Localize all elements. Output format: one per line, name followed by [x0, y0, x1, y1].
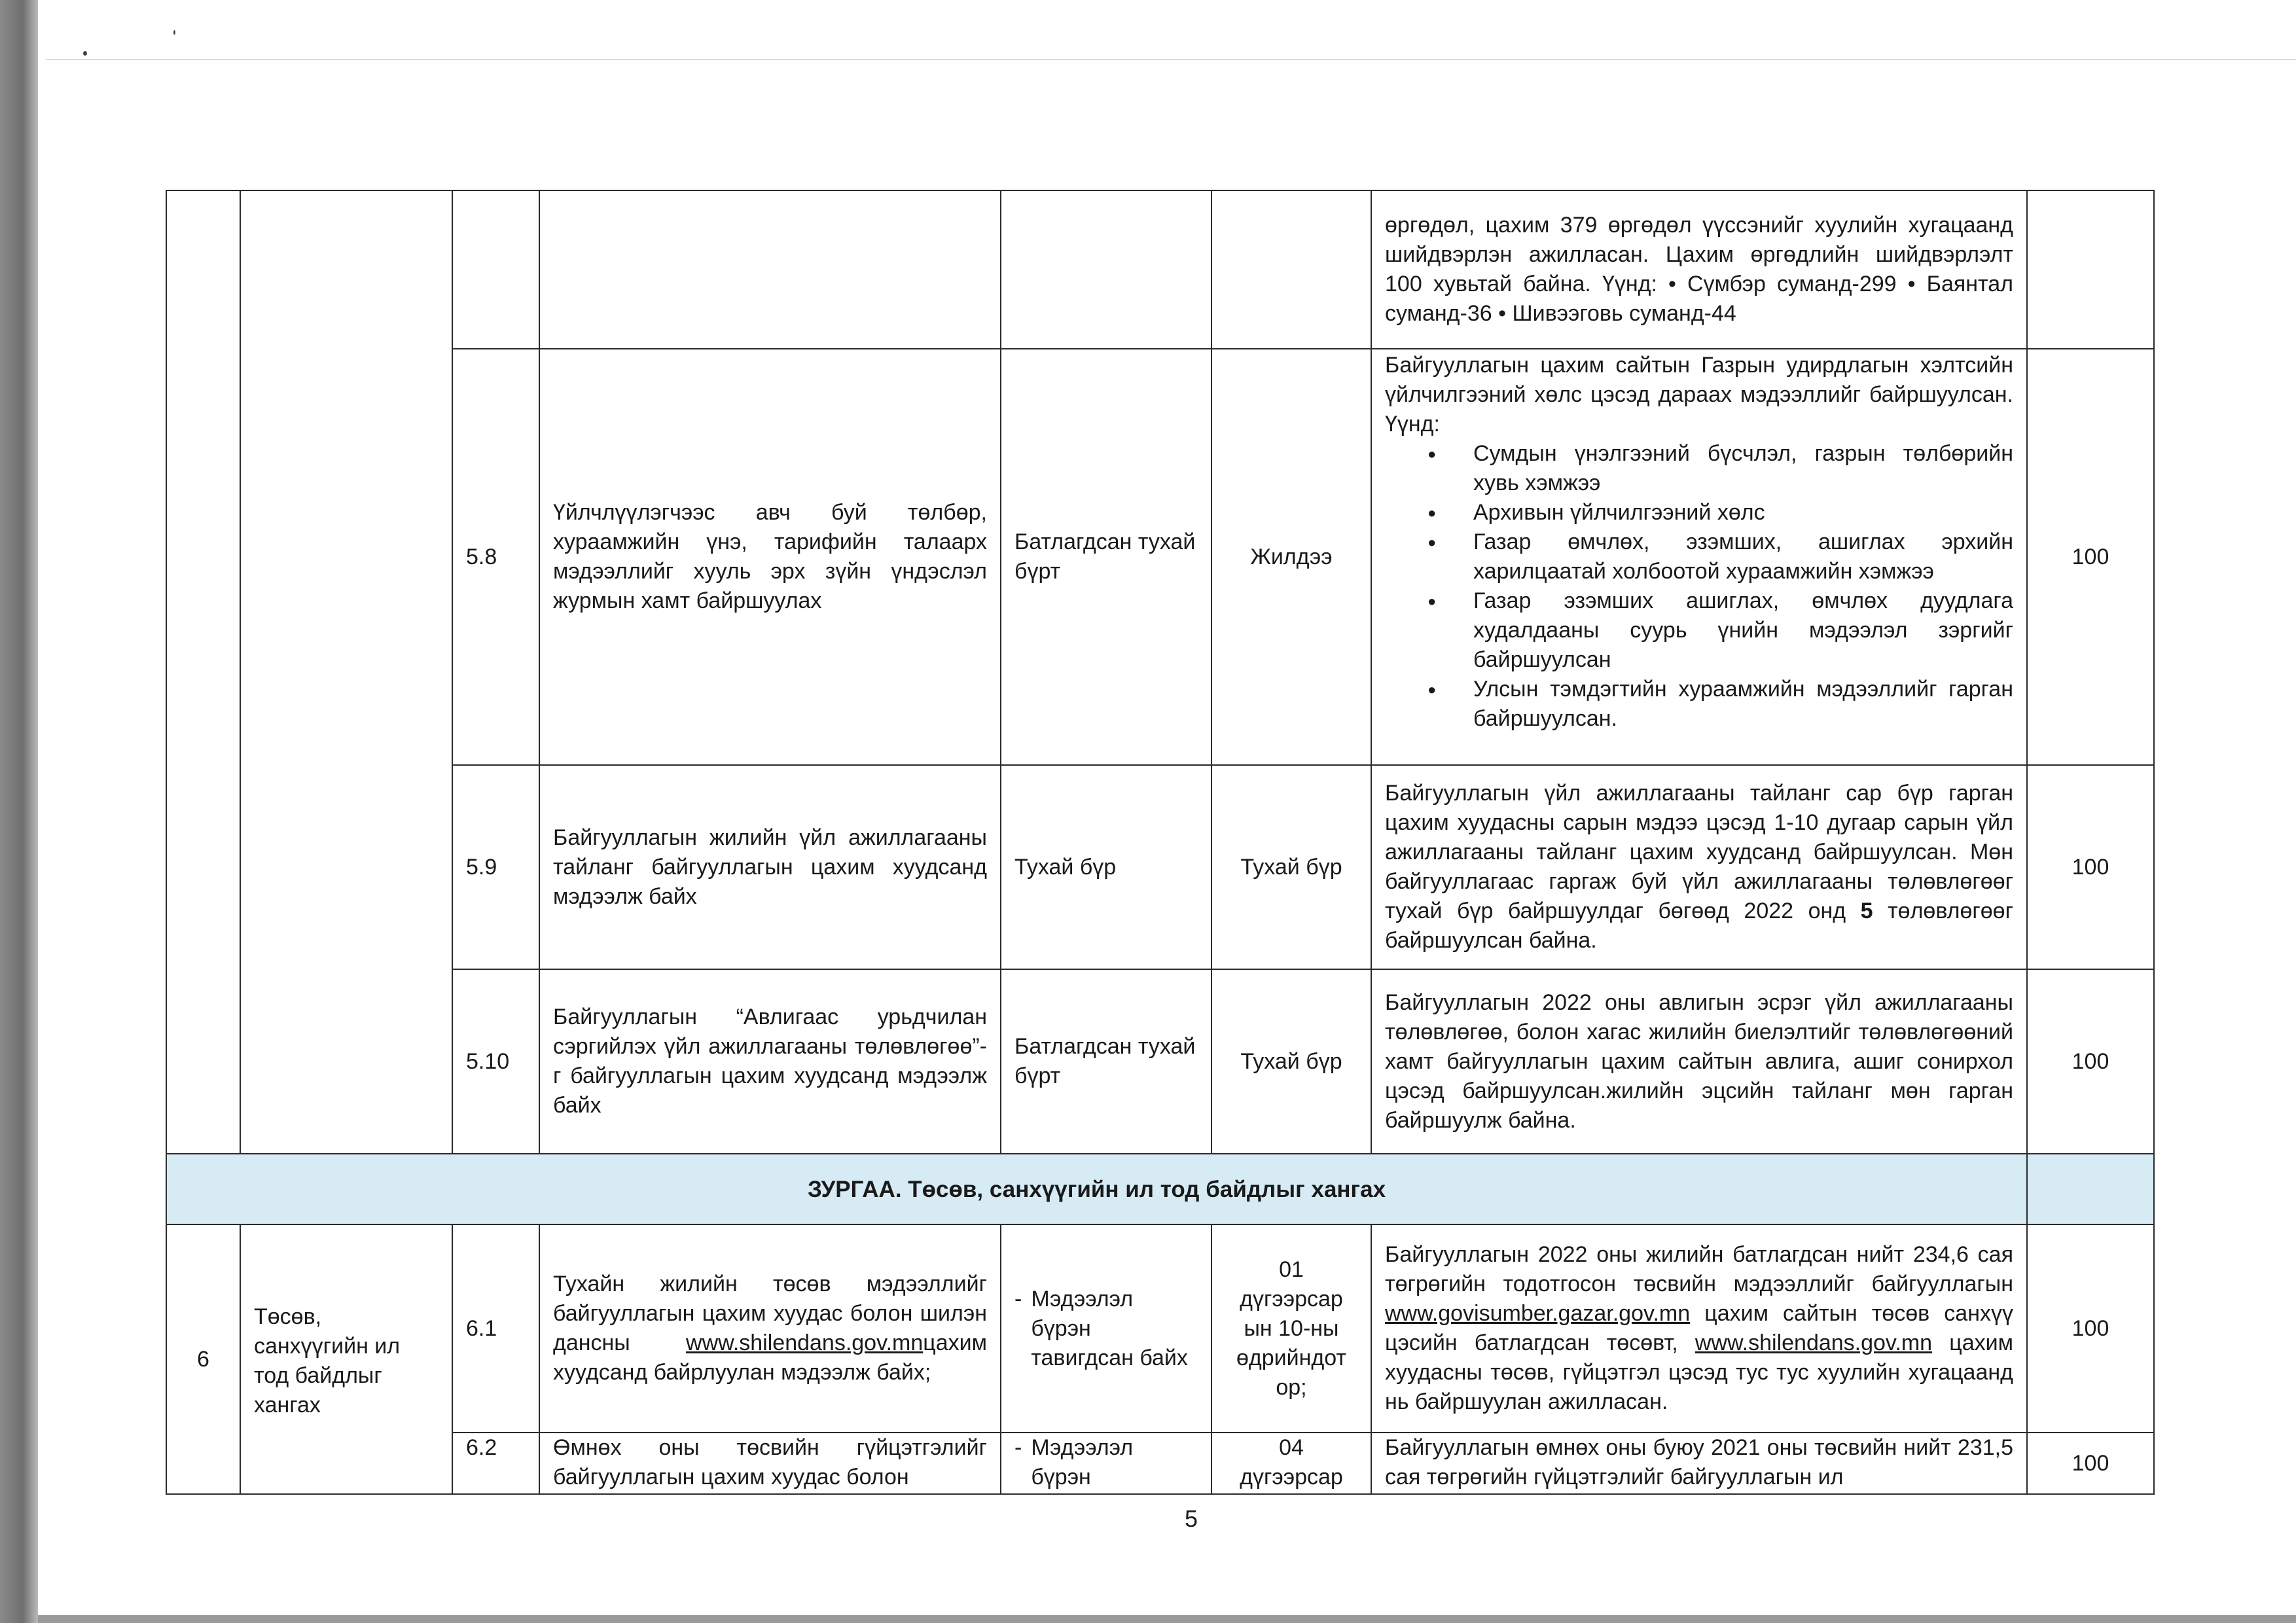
scan-top-line: [46, 59, 2296, 60]
page-number: 5: [1184, 1505, 1198, 1532]
result-count: 5: [1860, 899, 1873, 923]
result-cell: Байгууллагын өмнөх оны буюу 2021 оны төсвийн нийт 231,5 сая төгрөгийн гүйцэтгэлийг байгууллагын ил: [1371, 1433, 2027, 1494]
deadline-cell: 04 дүгээрсар: [1211, 1433, 1371, 1494]
task-number-cell: 6.1: [452, 1224, 539, 1433]
deadline-cell: Жилдээ: [1211, 349, 1371, 765]
criteria-cell: Тухай бүр: [1001, 765, 1211, 969]
criteria-cell: [1001, 1433, 1211, 1494]
result-bullet: ● Газар өмчлөх, эзэмших, ашиглах эрхийн харилцаатай холбоотой хураамжийн хэмжээ: [1473, 527, 2013, 586]
section-heading-row: [166, 1154, 2154, 1224]
result-cell: өргөдөл, цахим 379 өргөдөл үүссэнийг хуулийн хугацаанд шийдвэрлэн ажилласан. Цахим өргөдлийн шийдвэрлэлт 100 хувьтай байна. Үүнд: • Сүмбэр суманд-299 • Баянтал суманд-36 • Шивээговь суманд-44: [1371, 190, 2027, 349]
result-text: Байгууллагын үйл ажиллагааны тайланг сар бүр гарган цахим хуудасны сарын мэдээ цэсэд 1-10 дугаар сарын үйл ажиллагааны тайланг цахим хуудсанд байршуулсан. Мөн байгууллагаас гаргаж буй үйл ажиллагааны төлөвлөгөөг тухай бүр байршуулдаг бөгөөд 2022 онд: [1385, 781, 2013, 923]
result-cell: [1371, 1224, 2027, 1433]
table-row: [166, 969, 2154, 1154]
result-cell: [1371, 765, 2027, 969]
result-text: Байгууллагын 2022 оны жилийн батлагдсан нийт 234,6 сая төгрөгийн тодотгосон төсвийн мэдээллийг байгууллагын: [1385, 1242, 2013, 1296]
task-number-cell: 5.8: [452, 349, 539, 765]
table-row: [166, 190, 2154, 349]
criteria-dash: -: [1014, 1286, 1022, 1311]
task-text: цахим хуудсанд байрлуулан мэдээлж байх;: [553, 1330, 987, 1385]
group-title-cell: [240, 190, 452, 1154]
table-row: [166, 1224, 2154, 1433]
criteria-text: Мэдээлэл бүрэн: [1031, 1435, 1134, 1489]
plan-table: [166, 190, 2155, 1495]
result-bullet: ● Сумдын үнэлгээний бүсчлэл, газрын төлбөрийн хувь хэмжээ: [1473, 439, 2013, 498]
group-title-cell: Төсөв, санхүүгийн ил тод байдлыг хангах: [240, 1224, 452, 1494]
table-row: [166, 765, 2154, 969]
result-bullet: ● Архивын үйлчилгээний хөлс: [1473, 498, 2013, 527]
task-link[interactable]: www.shilendans.gov.mn: [686, 1330, 924, 1355]
scan-bottom-edge: [38, 1615, 2296, 1623]
task-number-cell: 6.2: [452, 1433, 539, 1494]
criteria-cell: Батлагдсан тухай бүрт: [1001, 969, 1211, 1154]
section-score-cell: [2027, 1154, 2154, 1224]
group-number-cell: 6: [166, 1224, 240, 1494]
criteria-text: Мэдээлэл бүрэн тавигдсан байх: [1031, 1286, 1188, 1370]
section-title: ЗУРГАА. Төсөв, санхүүгийн ил тод байдлыг хангах: [166, 1154, 2027, 1224]
table-row: [166, 349, 2154, 765]
score-cell: 100: [2027, 969, 2154, 1154]
deadline-cell: Тухай бүр: [1211, 765, 1371, 969]
result-text: цахим хуудасны төсөв, гүйцэтгэл цэсэд тус тус хуулийн хугацаанд нь байршуулан ажилласан.: [1385, 1330, 2014, 1414]
task-text: Тухайн жилийн төсөв мэдээллийг байгууллагын цахим хуудас болон шилэн дансны: [553, 1272, 987, 1355]
task-cell: [539, 190, 1001, 349]
scan-speck: [173, 30, 175, 35]
task-cell: Өмнөх оны төсвийн гүйцэтгэлийг байгууллагын цахим хуудас болон: [539, 1433, 1001, 1494]
deadline-cell: [1211, 190, 1371, 349]
task-cell: Байгууллагын “Авлигаас урьдчилан сэргийлэх үйл ажиллагааны төлөвлөгөө”-г байгууллагын цахим хуудсанд мэдээлж байх: [539, 969, 1001, 1154]
result-text: төлөвлөгөөг байршуулсан байна.: [1385, 899, 2013, 953]
score-cell: 100: [2027, 1433, 2154, 1494]
group-number-cell: [166, 190, 240, 1154]
criteria-cell: [1001, 190, 1211, 349]
score-cell: [2027, 190, 2154, 349]
result-cell: Байгууллагын 2022 оны авлигын эсрэг үйл ажиллагааны төлөвлөгөө, болон хагас жилийн биелэлтийг төлөвлөгөөний хамт байгууллагын цахим сайтын авлига, ашиг сонирхол цэсэд байршуулсан.жилийн эцсийн тайланг мөн гарган байршуулж байна.: [1371, 969, 2027, 1154]
score-cell: 100: [2027, 1224, 2154, 1433]
result-bullet: ● Газар эзэмших ашиглах, өмчлөх дуудлага худалдааны суурь үнийн мэдээлэл зэргийг байршуулсан: [1473, 586, 2013, 675]
result-link[interactable]: www.shilendans.gov.mn: [1695, 1330, 1933, 1355]
result-bullet: ● Улсын тэмдэгтийн хураамжийн мэдээллийг гарган байршуулсан.: [1473, 675, 2013, 734]
score-cell: 100: [2027, 765, 2154, 969]
result-cell: [1371, 349, 2027, 765]
score-cell: 100: [2027, 349, 2154, 765]
task-number-cell: [452, 190, 539, 349]
deadline-cell: 01 дүгээрсар ын 10-ны өдрийндот ор;: [1211, 1224, 1371, 1433]
result-text: цахим сайтын төсөв санхүү цэсийн батлагдсан төсөвт,: [1385, 1301, 2013, 1355]
criteria-cell: Батлагдсан тухай бүрт: [1001, 349, 1211, 765]
task-number-cell: 5.10: [452, 969, 539, 1154]
result-link[interactable]: www.govisumber.gazar.gov.mn: [1385, 1301, 1691, 1326]
criteria-dash: -: [1014, 1435, 1022, 1460]
scan-speck: [83, 51, 87, 56]
criteria-cell: [1001, 1224, 1211, 1433]
task-cell: Үйлчлүүлэгчээс авч буй төлбөр, хураамжийн үнэ, тарифийн талаарх мэдээллийг хууль эрх зүйн үндэслэл журмын хамт байршуулах: [539, 349, 1001, 765]
scan-left-edge: [0, 0, 38, 1623]
table-row: [166, 1433, 2154, 1494]
task-cell: [539, 1224, 1001, 1433]
result-bullet-list: [1385, 439, 2013, 734]
result-intro: Байгууллагын цахим сайтын Газрын удирдлагын хэлтсийн үйлчилгээний хөлс цэсэд дараах мэдээллийг байршуулсан. Үүнд:: [1385, 353, 2013, 437]
task-cell: Байгууллагын жилийн үйл ажиллагааны тайланг байгууллагын цахим хуудсанд мэдээлж байх: [539, 765, 1001, 969]
deadline-cell: Тухай бүр: [1211, 969, 1371, 1154]
task-number-cell: 5.9: [452, 765, 539, 969]
